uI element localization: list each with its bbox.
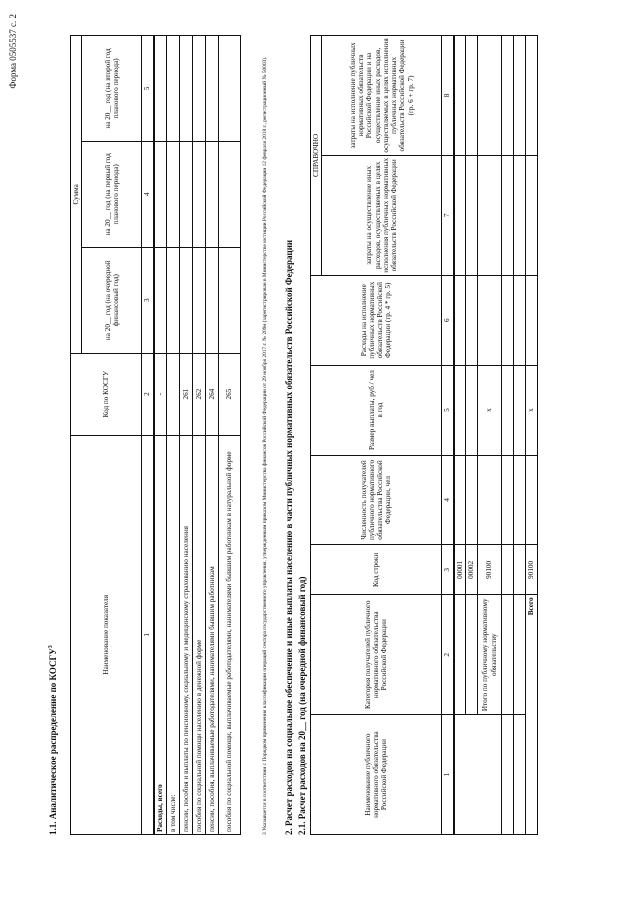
table-row	[193, 36, 206, 835]
colnum: 7	[442, 155, 454, 275]
header-payment: Размер выплаты, руб / чел в год	[311, 365, 442, 455]
total-row	[526, 36, 538, 835]
total-label: Всего	[526, 595, 538, 835]
colnum: 6	[442, 275, 454, 365]
value-cell	[206, 36, 219, 142]
section2-subtitle: 2.1. Расчет расходов на 20__ год (на очередной финансовый год)	[297, 576, 307, 835]
header-expenses: Расходы на исполнение публичных нормативных обязательств Российской Федерации (гр. 4 * гр. 5)	[311, 275, 442, 365]
table-row	[454, 36, 466, 835]
row-name: Расходы, всего	[154, 435, 167, 834]
header-name: Наименование публичного нормативного обязательства Российской Федерации	[311, 715, 442, 835]
value-cell	[154, 141, 167, 247]
mark-x: x	[526, 365, 538, 455]
colnum: 3	[442, 545, 454, 595]
row-name: пособия по социальной помощи, выплачиваемые работодателями, нанимателями бывшим работникам в натуральной форме	[219, 435, 241, 834]
category-cell	[466, 595, 478, 715]
value-cell	[219, 247, 241, 353]
table-row	[154, 36, 167, 835]
value-cell	[193, 141, 206, 247]
mark-x: x	[478, 365, 502, 455]
row-code: 264	[206, 353, 219, 435]
header-costs-other: затраты на осуществление иных расходов, осуществляемых в целях исполнения публичных нормативных обязательств Российской Федерации	[322, 155, 442, 275]
header-indicator: Наименование показателя	[71, 435, 142, 834]
row-name: пенсии, пособия, выплачиваемые работодателями, нанимателями бывшим работникам	[206, 435, 219, 834]
category-cell	[454, 595, 466, 715]
footnote-mark: 3	[48, 645, 54, 649]
total-code: 90100	[526, 545, 538, 595]
colnum: 3	[142, 247, 154, 353]
table-row	[167, 36, 180, 835]
pno-table	[310, 35, 538, 835]
value-cell	[154, 36, 167, 142]
line-code: 00002	[466, 545, 478, 595]
table-row	[514, 36, 526, 835]
table-row	[466, 36, 478, 835]
header-reference: СПРАВОЧНО	[311, 36, 322, 276]
table-row	[478, 36, 502, 835]
section2-title: 2. Расчет расходов на социальное обеспечение и иные выплаты населению в части публичных нормативных обязательств Российской Федерации	[284, 239, 294, 835]
table-row	[180, 36, 193, 835]
value-cell	[167, 247, 180, 353]
subtotal-code: 90100	[478, 545, 502, 595]
colnum: 5	[442, 365, 454, 455]
header-costs-total: затраты на исполнение публичных нормативных обязательств Российской Федерации и на осуществление иных расходов, осуществляемых в целях исполнения публичных нормативных обязательств Российской Федерации (гр. 6 + гр. 7)	[322, 36, 442, 156]
colnum: 2	[442, 595, 454, 715]
header-count: Численность получателей публичного нормативного обязательства Российской Федерации, чел	[311, 455, 442, 545]
row-name: в том числе:	[167, 435, 180, 834]
colnum: 8	[442, 36, 454, 156]
value-cell	[180, 247, 193, 353]
header-year2: на 20__ год (на первый год планового периода)	[82, 141, 142, 247]
colnum: 4	[442, 455, 454, 545]
table-row	[219, 36, 241, 835]
value-cell	[167, 141, 180, 247]
table-row	[206, 36, 219, 835]
header-category: Категория получателей публичного нормативного обязательства Российской Федерации	[311, 595, 442, 715]
colnum: 5	[142, 36, 154, 142]
value-cell	[206, 247, 219, 353]
kosgu-table	[70, 35, 241, 835]
footnote: 3 Указывается в соответствии с Порядком применения классификации операций сектора государственного управления, утвержденным приказом Министерства финансов Российской Федерации от 29 ноября 2017 г. № 209н (зарегистрирован в Министерстве юстиции Российской Федерации 12 февраля 2018 г., регистрационный № 50003).	[262, 56, 268, 835]
row-code: 265	[219, 353, 241, 435]
row-code: 262	[193, 353, 206, 435]
value-cell	[180, 36, 193, 142]
value-cell	[219, 141, 241, 247]
colnum: 4	[142, 141, 154, 247]
value-cell	[193, 247, 206, 353]
value-cell	[154, 247, 167, 353]
line-code: 00001	[454, 545, 466, 595]
table-row	[502, 36, 514, 835]
header-line-code: Код строки	[311, 545, 442, 595]
subtotal-label: Итого по публичному нормативному обязательству	[478, 595, 502, 715]
section1-title: 1.1. Аналитическое распределение по КОСГУ$^3$	[48, 645, 58, 835]
header-kosgu: Код по КОСГУ	[71, 353, 142, 435]
row-code: 261	[180, 353, 193, 435]
row-code: -	[154, 353, 167, 435]
row-name: пенсии, пособия и выплаты по пенсионному, социальному и медицинскому страхованию населения	[180, 435, 193, 834]
colnum: 1	[142, 435, 154, 834]
colnum: 1	[442, 715, 454, 835]
colnum: 2	[142, 353, 154, 435]
row-name: пособия по социальной помощи населению в денежной форме	[193, 435, 206, 834]
pno-name-cell	[454, 715, 502, 835]
row-code	[167, 353, 180, 435]
value-cell	[206, 141, 219, 247]
header-year1: на 20__ год (на очередной финансовый год)	[82, 247, 142, 353]
form-code: Форма 0505537 с. 2	[8, 14, 18, 89]
header-year3: на 20__ год (на второй год планового периода)	[82, 36, 142, 142]
header-sum: Сумма	[71, 36, 82, 354]
value-cell	[219, 36, 241, 142]
value-cell	[193, 36, 206, 142]
value-cell	[167, 36, 180, 142]
value-cell	[180, 141, 193, 247]
